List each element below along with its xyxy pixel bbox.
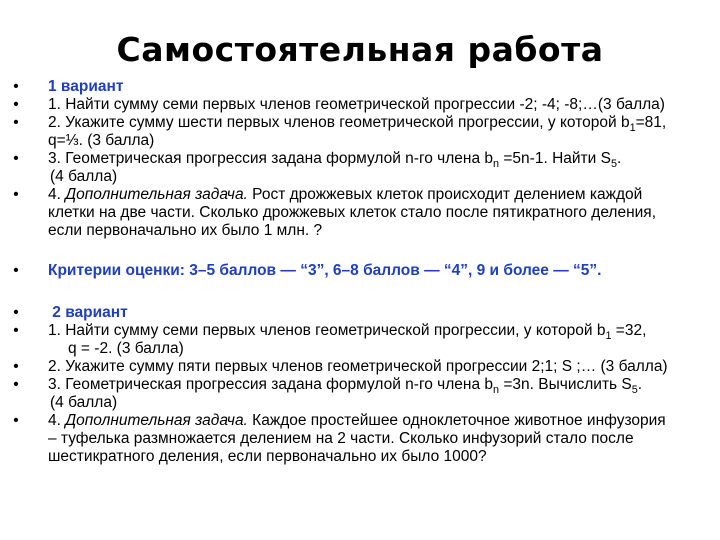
bullet-icon: • (13, 78, 19, 95)
list-item (10, 96, 712, 114)
bullet-icon: • (13, 304, 19, 321)
v1-task-2-cont: q=⅓. (3 балла) (48, 132, 155, 149)
v2-task-1-cont: q = -2. (3 балла) (68, 340, 184, 357)
v1-task-3: 3. Геометрическая прогрессия задана формулой n-го члена $b_n =5n-1$. Найти $S_5$. (48, 150, 622, 171)
list-item (10, 358, 712, 376)
list-item (10, 186, 712, 240)
v2-task-3-points: (4 балла) (50, 394, 118, 411)
bullet-icon: • (13, 114, 19, 131)
v1-task-1: 1. Найти сумму семи первых членов геометрической прогрессии -2; -4; -8;…(3 балла) (48, 96, 665, 113)
variant-2-heading: 2 вариант (48, 304, 128, 321)
list-item (10, 78, 712, 96)
v2-task-2: 2. Укажите сумму пяти первых членов геометрической прогрессии 2;1; S ;… (3 балла) (48, 358, 668, 375)
grading-criteria: Критерии оценки: 3–5 баллов — “3”, 6–8 баллов — “4”, 9 и более — “5”. (48, 262, 602, 279)
v1-task-4-line-3: если первоначально их было 1 млн. ? (48, 222, 323, 239)
v1-task-2: 2. Укажите сумму шести первых членов геометрической прогрессии, у которой $b_1=81$, (48, 114, 667, 135)
list-item (10, 114, 712, 150)
v2-task-3: 3. Геометрическая прогрессия задана формулой n-го члена $b_n =3n$. Вычислить $S_5$. (48, 376, 643, 397)
list-item (10, 376, 712, 412)
v2-task-4-line-3: шестикратного деления, если первоначально их было 1000? (48, 448, 487, 465)
list-item (10, 304, 712, 322)
variant-1-heading: 1 вариант (48, 78, 124, 95)
bullet-icon: • (13, 376, 19, 393)
bullet-icon: • (13, 150, 19, 167)
bullet-icon: • (13, 186, 19, 203)
v2-task-4: 4. Дополнительная задача. Каждое простейшее одноклеточное животное инфузория (48, 412, 666, 429)
list-item (10, 150, 712, 186)
v1-task-4: 4. Дополнительная задача. Рост дрожжевых клеток происходит делением каждой (48, 186, 643, 203)
task-list (10, 78, 712, 466)
bullet-icon: • (13, 358, 19, 375)
bullet-icon: • (13, 412, 19, 429)
page-title: Самостоятельная работа (116, 30, 604, 69)
bullet-icon: • (13, 322, 19, 339)
v1-task-3-points: (4 балла) (50, 168, 118, 185)
bullet-icon: • (13, 96, 19, 113)
list-item (10, 322, 712, 358)
v1-task-4-line-2: клетки на две части. Сколько дрожжевых клеток стало после пятикратного деления, (48, 204, 657, 221)
bullet-icon: • (13, 262, 19, 279)
list-item (10, 412, 712, 466)
v2-task-4-line-2: – туфелька размножается делением на 2 части. Сколько инфузорий стало после (48, 430, 634, 447)
v2-task-1: 1. Найти сумму семи первых членов геометрической прогрессии, у которой $b_1 =32$, (48, 322, 647, 343)
list-item (10, 262, 712, 280)
